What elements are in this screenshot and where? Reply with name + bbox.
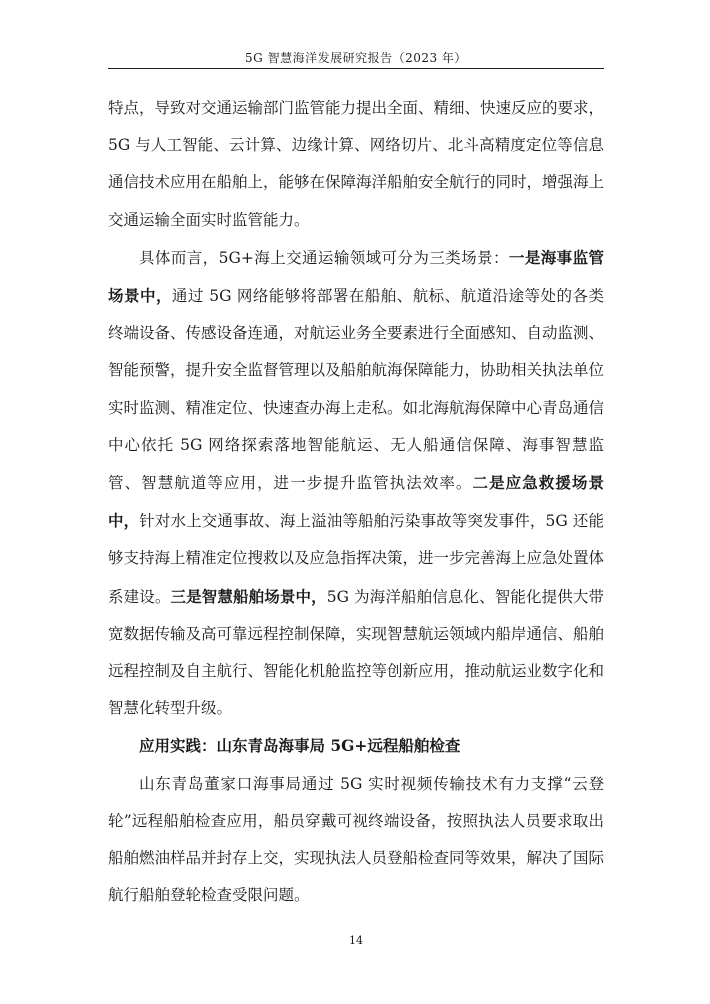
scenario-two-text: 针对水上交通事故、海上溢油等船舶污染事故等突发事件，5G 还能够支持海上精准定位搜救以及应急指挥决策，进一步完善海上应急处置体系建设。: [108, 512, 605, 606]
case-heading-text: 应用实践：山东青岛海事局 5G+远程船舶检查: [139, 736, 461, 756]
running-header: 5G 智慧海洋发展研究报告（2023 年）: [245, 51, 467, 65]
scenario-one-text: 通过 5G 网络能够将部署在船舶、航标、航道沿途等处的各类终端设备、传感设备连通，对航运业务全要素进行全面感知、自动监测、智能预警，提升安全监督管理以及船舶航海保障能力，协助相关执法单位实时监测、精准定位、快速查办海上走私。如北海航海保障中心青岛通信中心依托 5G 网络探索落地智能航运、无人船通信保障、海事智慧监管、智慧航道等应用，进一步提升监管执法效率。: [108, 287, 605, 493]
header-divider: [108, 68, 604, 69]
case-heading: [108, 727, 604, 765]
paragraph-scenarios: [108, 239, 604, 728]
scenario-one-heading: 一是海事监管场景中，: [108, 247, 604, 306]
scenario-two-heading: 二是应急救援场景中，: [108, 473, 604, 531]
paragraph-case: 山东青岛董家口海事局通过 5G 实时视频传输技术有力支撑“云登轮”远程船舶检查应用，船员穿戴可视终端设备，按照执法人员要求取出船舶燃油样品并封存上交，实现执法人员登船检查同等效果，解决了国际航行船舶登轮检查受限问题。: [108, 774, 605, 905]
scenario-three-heading: 三是智慧船舶场景中，: [170, 586, 327, 606]
scenarios-intro: 具体而言，5G+海上交通运输领域可分为三类场景：: [139, 248, 509, 267]
scenario-three-text: 5G 为海洋船舶信息化、智能化提供大带宽数据传输及高可靠远程控制保障，实现智慧航运领域内船岸通信、船舶远程控制及自主航行、智能化机舱监控等创新应用，推动航运业数字化和智慧化转型升级。: [108, 587, 605, 718]
page-body: [108, 90, 604, 914]
paragraph-continued: 特点，导致对交通运输部门监管能力提出全面、精细、快速反应的要求，5G 与人工智能、云计算、边缘计算、网络切片、北斗高精度定位等信息通信技术应用在船舶上，能够在保障海洋船舶安全航行的同时，增强海上交通运输全面实时监管能力。: [108, 99, 605, 229]
page-number: 14: [349, 934, 363, 947]
